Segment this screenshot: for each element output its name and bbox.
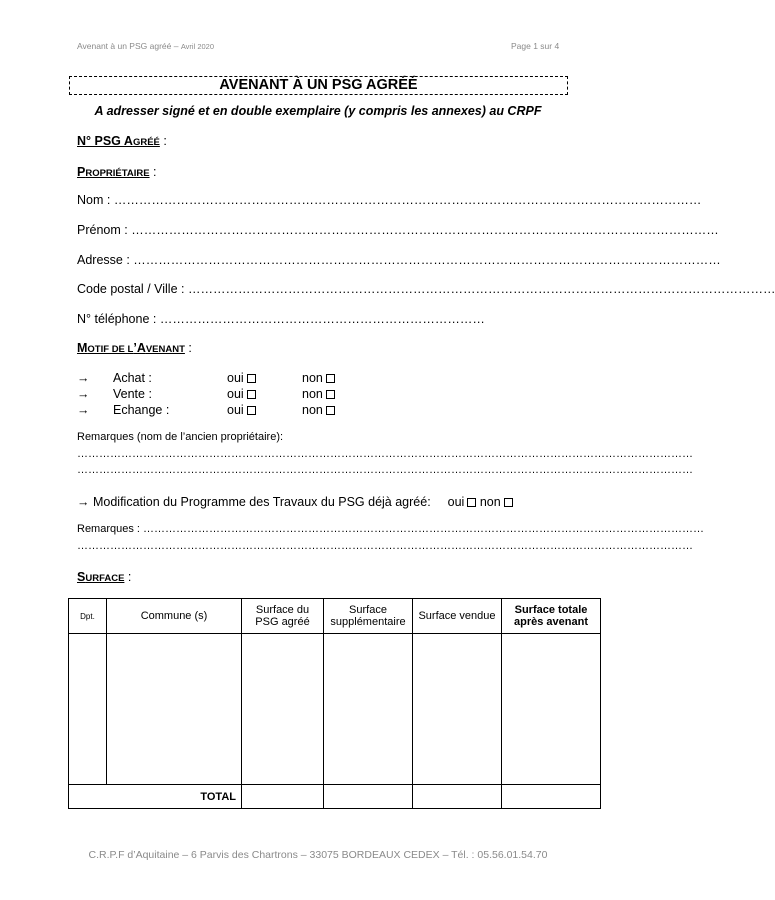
col-header-sold-surface: Surface vendue — [413, 599, 502, 634]
checkbox-icon[interactable] — [326, 374, 335, 383]
address-field[interactable]: Adresse : …………………………………………………………………………………………………………………………… — [77, 253, 721, 267]
table-total-row — [69, 785, 601, 809]
checkbox-icon[interactable] — [326, 406, 335, 415]
checkbox-icon[interactable] — [504, 498, 513, 507]
table-cell[interactable] — [413, 785, 502, 809]
motive-echange-oui[interactable]: oui — [227, 403, 256, 417]
col-header-psg-surface: Surface du PSG agréé — [242, 599, 324, 634]
surface-table — [68, 598, 601, 809]
remarks-prev-owner-line[interactable]: …………………………………………………………………………………………………………………………………………………… — [77, 448, 693, 460]
motive-label-vente: Vente : — [113, 387, 152, 401]
table-cell[interactable] — [324, 785, 413, 809]
motive-section-heading: MOTIF DE L’AVENANT : — [77, 341, 192, 355]
col-header-additional-surface: Surface supplémentaire — [324, 599, 413, 634]
owner-section-heading: PROPRIÉTAIRE : — [77, 165, 157, 179]
table-cell[interactable] — [502, 785, 601, 809]
firstname-field[interactable]: Prénom : …………………………………………………………………………………………………………………………… — [77, 223, 719, 237]
checkbox-icon[interactable] — [326, 390, 335, 399]
table-cell[interactable] — [324, 634, 413, 785]
document-title: AVENANT À UN PSG AGRÉÉ — [69, 76, 568, 95]
remarks-line[interactable]: …………………………………………………………………………………………………………………………………………………… — [77, 540, 693, 552]
arrow-icon: → — [77, 495, 90, 509]
checkbox-icon[interactable] — [467, 498, 476, 507]
table-cell[interactable] — [413, 634, 502, 785]
remarks-prev-owner-line[interactable]: …………………………………………………………………………………………………………………………………………………… — [77, 464, 693, 476]
remarks-prev-owner-label: Remarques (nom de l’ancien propriétaire): — [77, 431, 284, 443]
program-modification-row — [77, 495, 513, 509]
col-header-commune: Commune (s) — [107, 599, 242, 634]
table-cell[interactable] — [69, 634, 107, 785]
document-subtitle: A adresser signé et en double exemplaire (y compris les annexes) au CRPF — [94, 104, 542, 118]
table-cell[interactable] — [242, 634, 324, 785]
motive-achat-oui[interactable]: oui — [227, 371, 256, 385]
arrow-icon: → — [77, 371, 90, 385]
motive-label-echange: Echange : — [113, 403, 170, 417]
program-mod-oui[interactable]: oui — [448, 495, 477, 509]
surface-section-heading: SURFACE : — [77, 570, 132, 584]
footer-address: C.R.P.F d’Aquitaine – 6 Parvis des Chartrons – 33075 BORDEAUX CEDEX – Tél. : 05.56.01.54.70 — [88, 849, 548, 861]
col-header-dpt: Dpt. — [69, 599, 107, 634]
checkbox-icon[interactable] — [247, 374, 256, 383]
postal-city-field[interactable]: Code postal / Ville : …………………………………………………………………………………………………………………………… — [77, 282, 775, 296]
table-cell[interactable] — [107, 634, 242, 785]
motive-vente-non[interactable]: non — [302, 387, 335, 401]
table-cell[interactable] — [242, 785, 324, 809]
checkbox-icon[interactable] — [247, 406, 256, 415]
motive-achat-non[interactable]: non — [302, 371, 335, 385]
table-cell[interactable] — [502, 634, 601, 785]
remarks-field[interactable]: Remarques : ……………………………………………………………………………………………………………………………………… — [77, 523, 705, 535]
motive-label-achat: Achat : — [113, 371, 152, 385]
psg-number-label: N° PSG AGRÉÉ — [77, 134, 160, 148]
program-modification-label: Modification du Programme des Travaux du PSG déjà agréé: — [92, 495, 431, 509]
total-label: TOTAL — [69, 785, 242, 809]
arrow-icon: → — [77, 387, 90, 401]
motive-echange-non[interactable]: non — [302, 403, 335, 417]
name-field[interactable]: Nom : …………………………………………………………………………………………………………………………… — [77, 193, 702, 207]
phone-field[interactable]: N° téléphone : …………………………………………………………………… — [77, 312, 485, 326]
motive-vente-oui[interactable]: oui — [227, 387, 256, 401]
header-page-number: Page 1 sur 4 — [511, 41, 560, 51]
program-mod-non[interactable]: non — [480, 495, 513, 509]
table-header-row — [69, 599, 601, 634]
col-header-total-surface: Surface totale après avenant — [502, 599, 601, 634]
psg-number-field[interactable]: N° PSG AGRÉÉ : — [77, 134, 167, 148]
checkbox-icon[interactable] — [247, 390, 256, 399]
table-row — [69, 634, 601, 785]
arrow-icon: → — [77, 403, 90, 417]
header-doc-title: Avenant à un PSG agréé – Avril 2020 — [77, 41, 215, 51]
